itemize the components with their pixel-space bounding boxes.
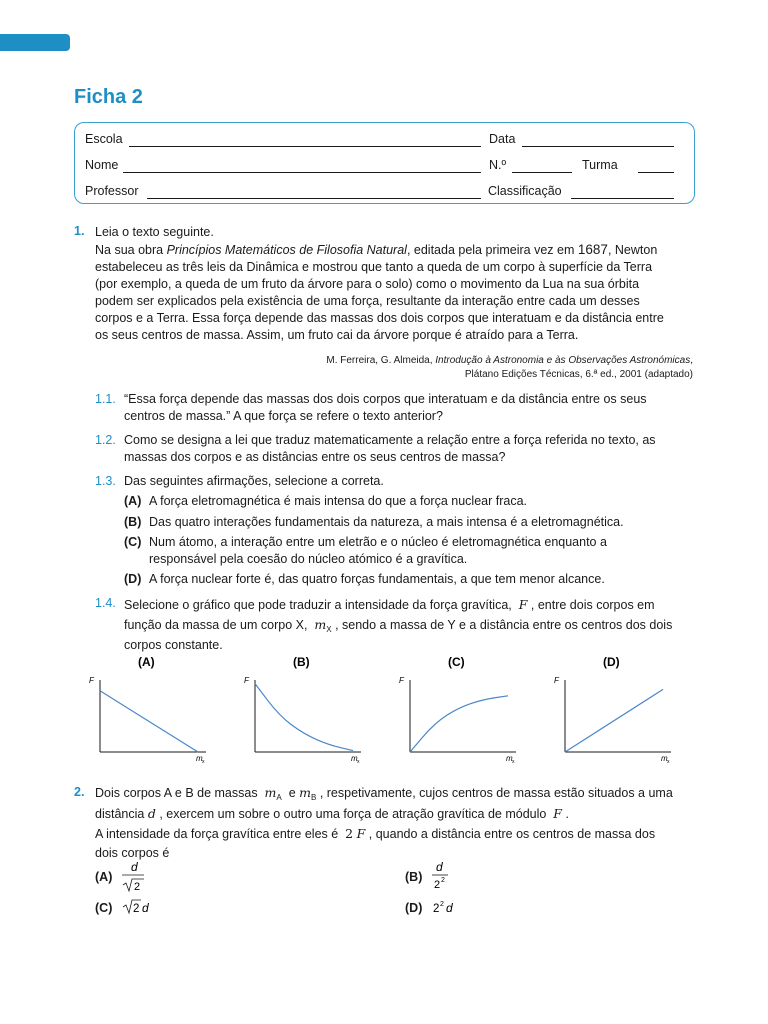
q13-option-b: Das quatro interações fundamentais da natureza, a mais intensa é a eletromagnética. xyxy=(149,515,624,529)
professor-field[interactable] xyxy=(147,198,481,199)
q2-option-a-formula xyxy=(120,858,150,894)
svg-text:2: 2 xyxy=(134,881,141,893)
graph-c-x-label-sub: x xyxy=(512,759,515,765)
graph-d-curve xyxy=(565,689,663,752)
q1-line3: (por exemplo, a queda de um fruto da árvore para o solo) como o movimento da Lua na sua órbita xyxy=(95,277,640,291)
q12-text: Como se designa a lei que traduz matematicamente a relação entre a força referida no texto, as massas dos corpos e as distâncias entre os seus centros de massa? xyxy=(124,433,656,464)
graph-a-y-label: F xyxy=(89,676,94,685)
svg-text:d: d xyxy=(446,901,453,915)
svg-text:2: 2 xyxy=(133,903,140,915)
svg-text:2: 2 xyxy=(440,901,444,908)
graph-c-curve xyxy=(410,696,508,752)
q13-number: 1.3. xyxy=(95,474,116,488)
student-info-box xyxy=(74,122,695,204)
svg-text:2: 2 xyxy=(441,877,445,884)
classificacao-field[interactable] xyxy=(571,198,674,199)
graph-d-title: (D) xyxy=(603,655,620,669)
q2-option-c-formula xyxy=(120,896,170,918)
q14-number: 1.4. xyxy=(95,596,116,610)
graph-b-y-label: F xyxy=(244,676,249,685)
q12-number: 1.2. xyxy=(95,433,116,447)
q13-option-b-label[interactable]: (B) xyxy=(124,515,142,529)
q2-option-b-formula xyxy=(430,858,460,894)
q1-source: M. Ferreira, G. Almeida, Introdução à Astronomia e às Observações Astronómicas, Plátano Edições Técnicas, 6.ª ed., 2001 (adaptado) xyxy=(326,355,693,380)
q1-line6: os seus centros de massa. Assim, um fruto cai da árvore porque é atraído para a Terra. xyxy=(95,328,579,342)
graph-c-x-label: m xyxy=(506,754,513,763)
graph-b-curve xyxy=(255,684,353,751)
q1-line4: podem ser explicados pela existência de uma força, resultante da interação entre cada um desses xyxy=(95,294,640,308)
q2-text: Dois corpos A e B de massas $m_A$ e $m_B$ , respetivamente, cujos centros de massa estão situados a uma distância d , exercem um sobre o outro uma força de atração gravítica de módulo F . A intensidade da força gravítica entre eles é 2 F , quando a distância entre os centros de massa dos dois corpos é xyxy=(95,785,673,860)
graph-b-x-label-sub: x xyxy=(357,759,360,765)
q1-number: 1. xyxy=(74,224,85,238)
q13-option-d: A força nuclear forte é, das quatro forças fundamentais, a que tem menor alcance. xyxy=(149,572,605,586)
graph-a-curve xyxy=(100,691,198,752)
graph-c-y-label: F xyxy=(399,676,404,685)
q1-line2: estabeleceu as três leis da Dinâmica e mostrou que tanto a queda de um corpo à superfície da Terra xyxy=(95,260,653,274)
q2-number: 2. xyxy=(74,785,85,799)
page-title: Ficha 2 xyxy=(74,86,143,108)
escola-label: Escola xyxy=(85,132,123,146)
q13-option-a: A força eletromagnética é mais intensa do que a força nuclear fraca. xyxy=(149,494,527,508)
q13-option-c: Num átomo, a interação entre um eletrão e o núcleo é eletromagnética enquanto a responsável pela coesão do núcleo atómico é a gravítica. xyxy=(149,535,607,566)
q13-option-c-label[interactable]: (C) xyxy=(124,535,142,549)
graph-a-x-label: m xyxy=(196,754,203,763)
graphs-panel xyxy=(80,650,700,770)
turma-field[interactable] xyxy=(638,172,674,173)
graph-d-x-label: m xyxy=(661,754,668,763)
q13-option-a-label[interactable]: (A) xyxy=(124,494,142,508)
q11-text: “Essa força depende das massas dos dois corpos que interatuam e da distância entre os seus centros de massa.” A que força se refere o texto anterior? xyxy=(124,392,647,423)
q1-line5: corpos e a Terra. Essa força depende das massas dos dois corpos que interatuam e da distância entre xyxy=(95,311,664,325)
q11-number: 1.1. xyxy=(95,392,116,406)
q2-option-b-label[interactable]: (B) xyxy=(405,870,423,884)
data-label: Data xyxy=(489,132,516,146)
escola-field[interactable] xyxy=(129,146,481,147)
professor-label: Professor xyxy=(85,184,139,198)
q13-intro: Das seguintes afirmações, selecione a correta. xyxy=(124,474,384,488)
svg-text:d: d xyxy=(436,860,443,874)
svg-text:2: 2 xyxy=(433,903,440,915)
q2-option-d-label[interactable]: (D) xyxy=(405,901,423,915)
graph-b-x-label: m xyxy=(351,754,358,763)
nome-label: Nome xyxy=(85,158,119,172)
graph-c-title: (C) xyxy=(448,655,465,669)
data-field[interactable] xyxy=(522,146,674,147)
svg-text:2: 2 xyxy=(434,879,441,891)
graph-d-y-label: F xyxy=(554,676,559,685)
q1-line1: Na sua obra Princípios Matemáticos de Filosofia Natural, editada pela primeira vez em 1687, Newton xyxy=(95,242,658,257)
q2-option-c-label[interactable]: (C) xyxy=(95,901,113,915)
q1-text xyxy=(95,224,705,344)
nome-field[interactable] xyxy=(123,172,481,173)
svg-text:d: d xyxy=(131,860,138,874)
numero-label: N.º xyxy=(489,158,507,172)
graph-b-title: (B) xyxy=(293,655,310,669)
q2-option-d-formula xyxy=(430,896,470,918)
q13-option-d-label[interactable]: (D) xyxy=(124,572,142,586)
svg-text:d: d xyxy=(142,901,149,915)
graph-d-x-label-sub: x xyxy=(667,759,670,765)
turma-label: Turma xyxy=(582,158,618,172)
q14-text: Selecione o gráfico que pode traduzir a intensidade da força gravítica, F , entre dois corpos em função da massa de um corpo X, $m_X$ , sendo a massa de Y e a distância entre os centros dos dois corpos constante. xyxy=(124,597,673,652)
numero-field[interactable] xyxy=(512,172,572,173)
graph-a-title: (A) xyxy=(138,655,155,669)
graph-a-x-label-sub: x xyxy=(202,759,205,765)
header-accent-bar xyxy=(0,34,70,51)
classificacao-label: Classificação xyxy=(488,184,562,198)
q2-option-a-label[interactable]: (A) xyxy=(95,870,113,884)
q1-intro: Leia o texto seguinte. xyxy=(95,225,214,239)
